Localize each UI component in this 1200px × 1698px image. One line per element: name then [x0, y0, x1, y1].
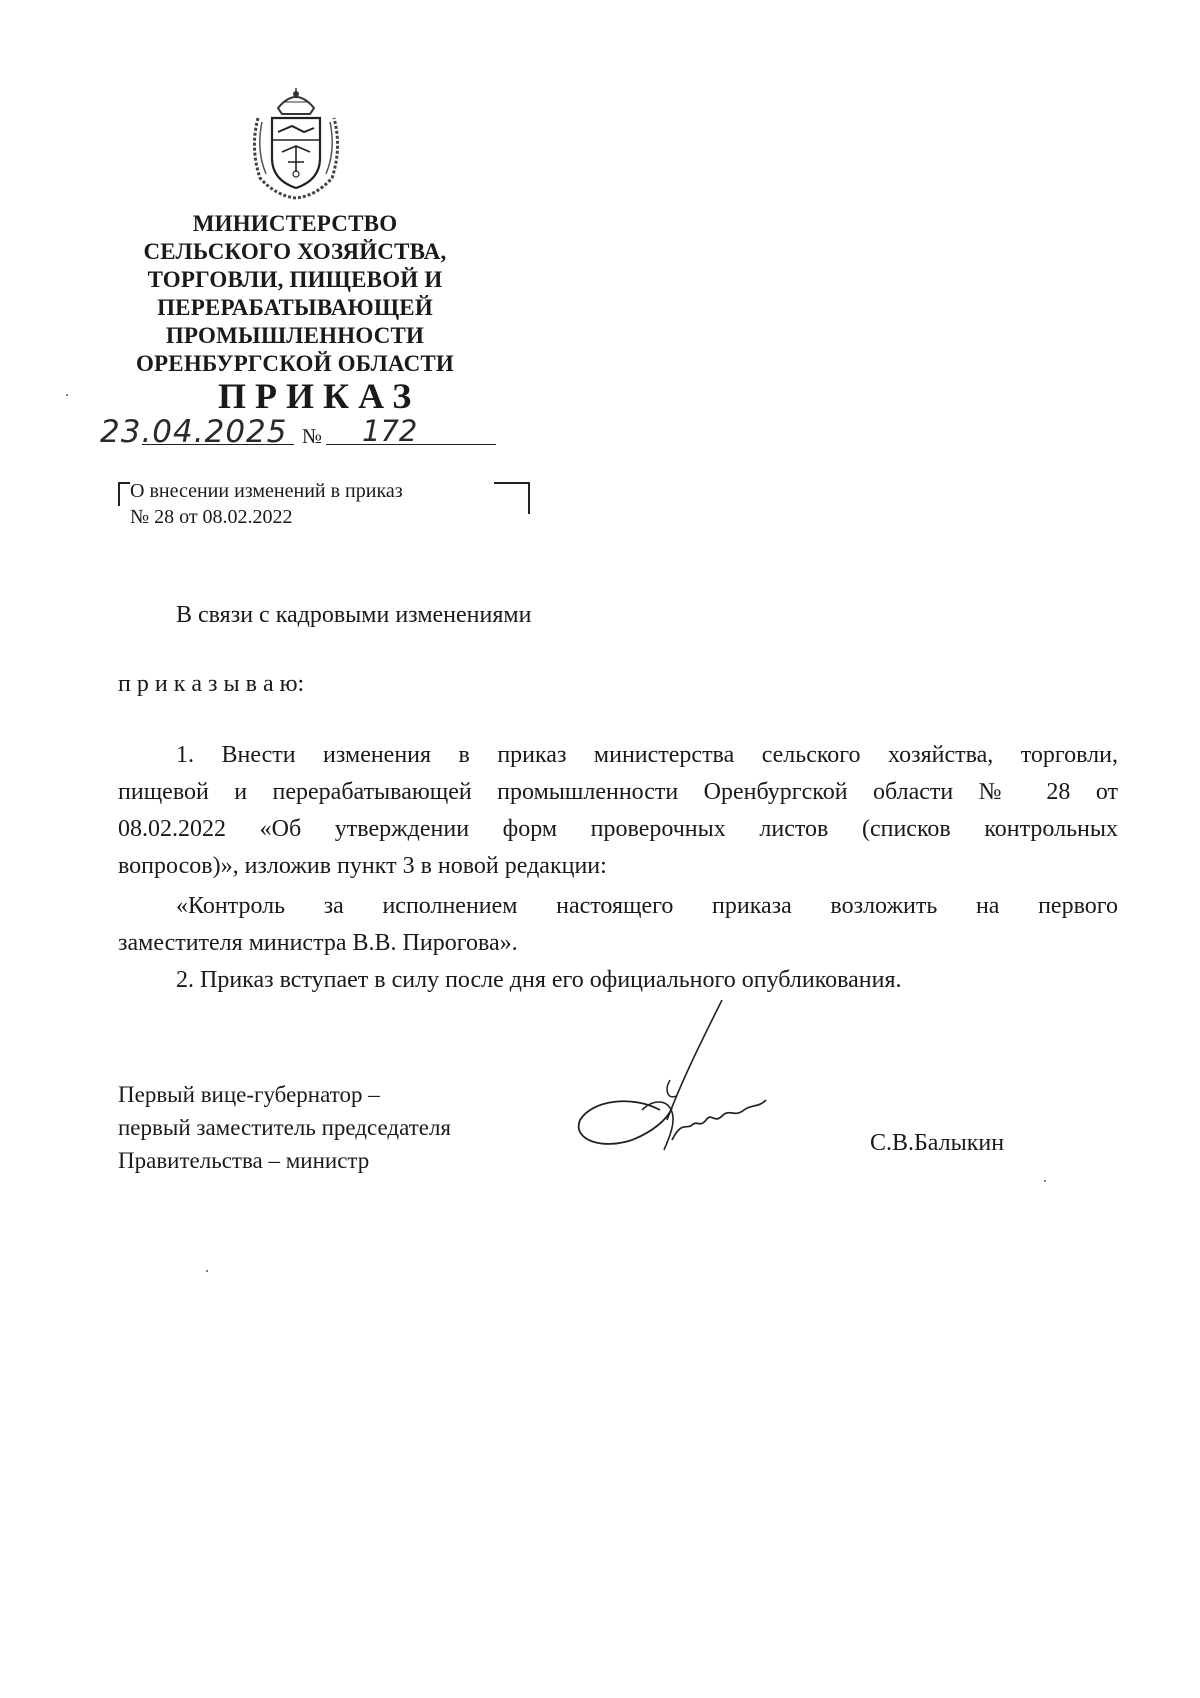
item-1-line-3: 08.02.2022 «Об утверждении форм проверочных листов (списков контрольных	[118, 816, 1118, 842]
number-underline	[326, 444, 496, 445]
ministry-line-6: ОРЕНБУРГСКОЙ ОБЛАСТИ	[135, 351, 455, 376]
subject-corner-right	[494, 482, 530, 514]
position-line-1: Первый вице-губернатор –	[118, 1082, 380, 1107]
quote-line-2: заместителя министра В.В. Пирогова».	[118, 930, 518, 956]
item-2: 2. Приказ вступает в силу после дня его официального опубликования.	[176, 967, 902, 993]
ministry-title	[130, 210, 460, 378]
subject-corner-left	[118, 482, 130, 506]
scan-speck	[66, 394, 68, 396]
quote-line-1: «Контроль за исполнением настоящего приказа возложить на первого	[176, 893, 1118, 919]
position-line-2: первый заместитель председателя	[118, 1115, 452, 1140]
coat-of-arms-emblem	[248, 88, 344, 200]
item-1-line-1: 1. Внести изменения в приказ министерства сельского хозяйства, торговли,	[176, 742, 1118, 768]
item-1-line-4: вопросов)», изложив пункт 3 в новой редакции:	[118, 853, 607, 879]
date-underline	[142, 444, 294, 445]
subject-line-1: О внесении изменений в приказ	[130, 480, 403, 502]
subject-line-2: № 28 от 08.02.2022	[130, 506, 293, 528]
ministry-line-2: СЕЛЬСКОГО ХОЗЯЙСТВА,	[143, 239, 447, 264]
order-word: п р и к а з ы в а ю:	[118, 671, 305, 697]
signatory-name: С.В.Балыкин	[870, 1130, 1005, 1156]
item-1-line-2: пищевой и перерабатывающей промышленности Оренбургской области № 28 от	[118, 779, 1118, 805]
preamble: В связи с кадровыми изменениями	[176, 602, 532, 628]
order-subject	[130, 478, 460, 530]
signatory-position	[118, 1078, 578, 1177]
scan-speck	[1044, 1180, 1046, 1182]
scan-speck	[206, 1270, 208, 1272]
ministry-line-3: ТОРГОВЛИ, ПИЩЕВОЙ И	[147, 267, 443, 292]
document-type-title: ПРИКАЗ	[218, 376, 421, 416]
ministry-line-5: ПРОМЫШЛЕННОСТИ	[165, 323, 425, 348]
number-sign: №	[302, 424, 323, 448]
position-line-3: Правительства – министр	[118, 1148, 370, 1173]
ministry-line-4: ПЕРЕРАБАТЫВАЮЩЕЙ	[157, 295, 433, 320]
handwritten-signature	[572, 1000, 792, 1170]
handwritten-number: 172	[362, 414, 418, 448]
ministry-line-1: МИНИСТЕРСТВО	[192, 211, 398, 236]
date-number-line	[100, 412, 500, 452]
handwritten-date: 23.04.2025	[100, 414, 288, 450]
